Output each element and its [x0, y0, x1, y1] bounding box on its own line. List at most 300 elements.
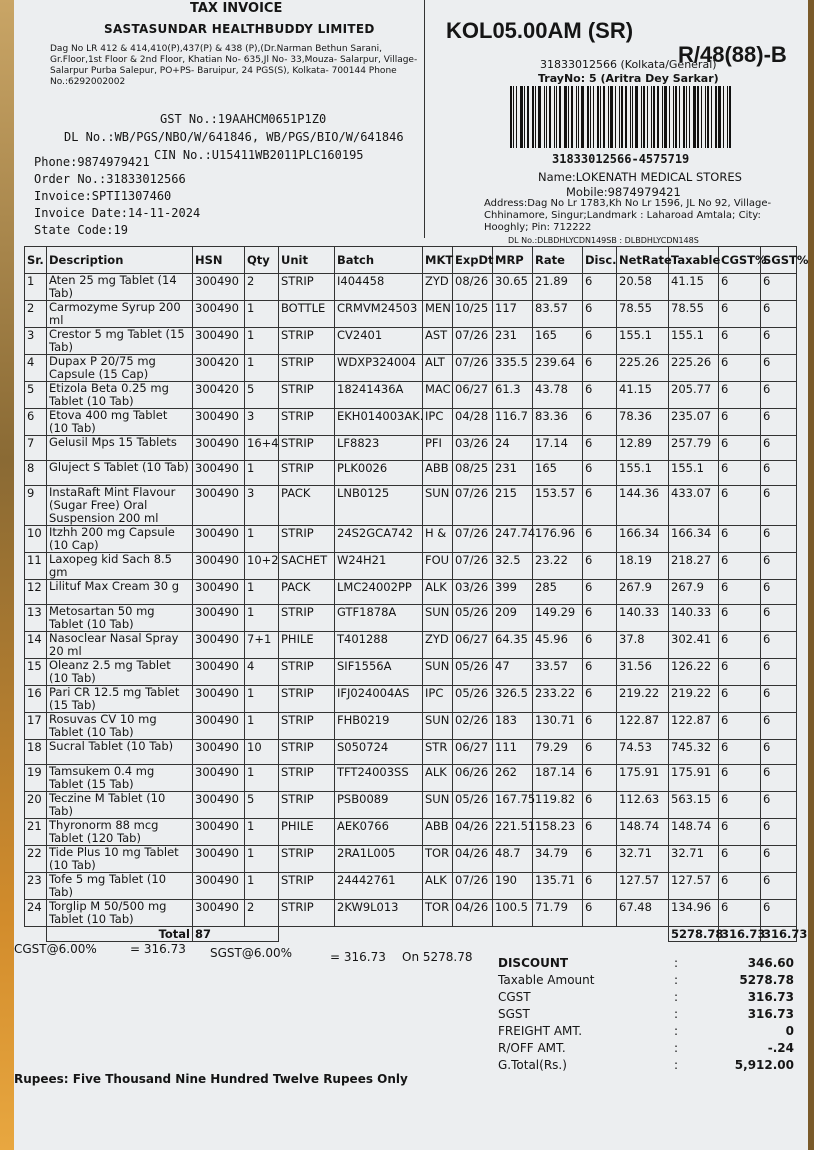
table-row: [25, 382, 797, 409]
cell-cgst: 6: [719, 436, 761, 461]
table-row: [25, 873, 797, 900]
cell-desc: Gluject S Tablet (10 Tab): [47, 461, 193, 486]
summary-label: DISCOUNT: [498, 955, 569, 970]
cell-sgst: 6: [761, 382, 797, 409]
cell-batch: 2KW9L013: [335, 900, 423, 927]
cell-mrp: 116.7: [493, 409, 533, 436]
barcode-bar: [675, 86, 677, 148]
cell-qty: 1: [245, 580, 279, 605]
cell-disc: 6: [583, 846, 617, 873]
table-row: [25, 580, 797, 605]
invoice-paper: [14, 0, 808, 1150]
summary-value: 316.73: [747, 989, 794, 1004]
cell-exp: 07/26: [453, 873, 493, 900]
cell-cgst: 6: [719, 713, 761, 740]
cell-net: 144.36: [617, 486, 669, 526]
summary-value: 5278.78: [739, 972, 794, 987]
cell-desc: Tamsukem 0.4 mg Tablet (15 Tab): [47, 765, 193, 792]
cell-sr: 19: [25, 765, 47, 792]
summary-row: [498, 954, 798, 971]
cell-qty: 1: [245, 765, 279, 792]
barcode-bar: [520, 86, 523, 148]
barcode-bar: [527, 86, 529, 148]
barcode-bar: [673, 86, 674, 148]
cell-taxable: 218.27: [669, 553, 719, 580]
cell-sgst: 6: [761, 301, 797, 328]
barcode-bar: [727, 86, 728, 148]
cell-qty: 5: [245, 792, 279, 819]
cell-mkt: ALK: [423, 580, 453, 605]
column-header: Sr.: [25, 247, 47, 274]
summary-row: [498, 971, 798, 988]
cell-exp: 06/27: [453, 740, 493, 765]
cell-rate: 285: [533, 580, 583, 605]
cell-mrp: 183: [493, 713, 533, 740]
cell-rate: 71.79: [533, 900, 583, 927]
customer-mobile: Mobile:9874979421: [566, 185, 681, 199]
cell-hsn: 300490: [193, 792, 245, 819]
cell-rate: 21.89: [533, 274, 583, 301]
table-row: [25, 328, 797, 355]
cell-mkt: SUN: [423, 605, 453, 632]
cell-exp: 05/26: [453, 605, 493, 632]
column-header: MKT: [423, 247, 453, 274]
cell-mkt: ZYD: [423, 632, 453, 659]
cell-unit: STRIP: [279, 461, 335, 486]
cell-mkt: AST: [423, 328, 453, 355]
cell-disc: 6: [583, 819, 617, 846]
cell-taxable: 225.26: [669, 355, 719, 382]
state-code: State Code:19: [34, 223, 128, 237]
cell-disc: 6: [583, 274, 617, 301]
column-header: ExpDt: [453, 247, 493, 274]
cell-disc: 6: [583, 765, 617, 792]
barcode-bar: [686, 86, 687, 148]
cell-unit: STRIP: [279, 605, 335, 632]
column-header: MRP: [493, 247, 533, 274]
cell-sgst: 6: [761, 274, 797, 301]
cell-unit: STRIP: [279, 873, 335, 900]
cell-qty: 1: [245, 328, 279, 355]
cell-sgst: 6: [761, 355, 797, 382]
cell-sgst: 6: [761, 409, 797, 436]
cell-sgst: 6: [761, 632, 797, 659]
cell-disc: 6: [583, 605, 617, 632]
total-cgst: 316.73: [719, 927, 761, 942]
cell-disc: 6: [583, 328, 617, 355]
cell-disc: 6: [583, 409, 617, 436]
cell-hsn: 300490: [193, 526, 245, 553]
barcode-bar: [653, 86, 655, 148]
cell-exp: 03/26: [453, 436, 493, 461]
cell-unit: STRIP: [279, 328, 335, 355]
cell-mkt: IPC: [423, 409, 453, 436]
cell-cgst: 6: [719, 553, 761, 580]
cell-batch: T401288: [335, 632, 423, 659]
summary-row: [498, 1022, 798, 1039]
barcode-bar: [669, 86, 670, 148]
cell-mkt: MEN: [423, 301, 453, 328]
invoice-number: Invoice:SPTI1307460: [34, 189, 172, 203]
cell-rate: 130.71: [533, 713, 583, 740]
barcode-bar: [664, 86, 667, 148]
cell-sgst: 6: [761, 328, 797, 355]
cell-sgst: 6: [761, 686, 797, 713]
cell-sgst: 6: [761, 900, 797, 927]
cell-batch: LF8823: [335, 436, 423, 461]
cell-exp: 05/26: [453, 686, 493, 713]
cell-cgst: 6: [719, 461, 761, 486]
cell-sr: 22: [25, 846, 47, 873]
cell-taxable: 205.77: [669, 382, 719, 409]
cell-disc: 6: [583, 632, 617, 659]
column-header: Unit: [279, 247, 335, 274]
cell-taxable: 126.22: [669, 659, 719, 686]
cell-qty: 7+1: [245, 632, 279, 659]
cell-exp: 10/25: [453, 301, 493, 328]
sgst-rate-value: = 316.73: [330, 950, 386, 964]
barcode-bar: [603, 86, 605, 148]
cell-batch: AEK0766: [335, 819, 423, 846]
cell-desc: Gelusil Mps 15 Tablets: [47, 436, 193, 461]
cell-sr: 13: [25, 605, 47, 632]
cell-net: 78.55: [617, 301, 669, 328]
cell-hsn: 300490: [193, 632, 245, 659]
cell-mkt: FOU: [423, 553, 453, 580]
summary-label: G.Total(Rs.): [498, 1057, 567, 1072]
cell-mrp: 262: [493, 765, 533, 792]
barcode-bar: [513, 86, 514, 148]
cell-desc: Sucral Tablet (10 Tab): [47, 740, 193, 765]
cell-batch: W24H21: [335, 553, 423, 580]
column-header: Qty: [245, 247, 279, 274]
cell-mrp: 231: [493, 461, 533, 486]
cell-desc: Itzhh 200 mg Capsule (10 Cap): [47, 526, 193, 553]
table-row: [25, 605, 797, 632]
barcode-bar: [619, 86, 620, 148]
cell-unit: STRIP: [279, 900, 335, 927]
order-barcode: [510, 86, 738, 148]
dl-number: DL No.:WB/PGS/NBO/W/641846, WB/PGS/BIO/W/641846: [64, 130, 404, 144]
cell-taxable: 32.71: [669, 846, 719, 873]
cell-mkt: TOR: [423, 900, 453, 927]
cell-exp: 07/26: [453, 526, 493, 553]
cell-cgst: 6: [719, 900, 761, 927]
summary-row: [498, 1056, 798, 1073]
cell-desc: Lilituf Max Cream 30 g: [47, 580, 193, 605]
cell-net: 155.1: [617, 461, 669, 486]
order-number: Order No.:31833012566: [34, 172, 186, 186]
cell-batch: SIF1556A: [335, 659, 423, 686]
cell-qty: 1: [245, 846, 279, 873]
cell-sgst: 6: [761, 873, 797, 900]
cell-unit: SACHET: [279, 553, 335, 580]
cell-net: 31.56: [617, 659, 669, 686]
cell-taxable: 257.79: [669, 436, 719, 461]
summary-label: R/OFF AMT.: [498, 1040, 566, 1055]
barcode-bar: [608, 86, 609, 148]
cell-rate: 149.29: [533, 605, 583, 632]
cell-hsn: 300490: [193, 553, 245, 580]
cell-cgst: 6: [719, 301, 761, 328]
cell-hsn: 300490: [193, 740, 245, 765]
barcode-bar: [621, 86, 623, 148]
amount-in-words: Rupees: Five Thousand Nine Hundred Twelve Rupees Only: [14, 1072, 408, 1086]
summary-label: SGST: [498, 1006, 530, 1021]
summary-value: 346.60: [747, 955, 794, 970]
cell-hsn: 300490: [193, 900, 245, 927]
cell-qty: 16+4: [245, 436, 279, 461]
cell-exp: 07/26: [453, 553, 493, 580]
cell-disc: 6: [583, 301, 617, 328]
barcode-bar: [705, 86, 706, 148]
cell-rate: 45.96: [533, 632, 583, 659]
cgst-rate-label: CGST@6.00%: [14, 942, 97, 956]
barcode-bar: [571, 86, 573, 148]
cell-sgst: 6: [761, 740, 797, 765]
barcode-bar: [707, 86, 709, 148]
table-row: [25, 486, 797, 526]
cell-desc: Nasoclear Nasal Spray 20 ml: [47, 632, 193, 659]
cell-unit: PACK: [279, 580, 335, 605]
cell-sr: 15: [25, 659, 47, 686]
cell-mrp: 399: [493, 580, 533, 605]
cell-cgst: 6: [719, 580, 761, 605]
cell-taxable: 127.57: [669, 873, 719, 900]
cell-hsn: 300490: [193, 686, 245, 713]
table-row: [25, 740, 797, 765]
cell-cgst: 6: [719, 873, 761, 900]
tray-number: TrayNo: 5 (Aritra Dey Sarkar): [538, 72, 719, 85]
cell-rate: 83.57: [533, 301, 583, 328]
summary-block: [498, 954, 798, 1073]
cell-batch: 24S2GCA742: [335, 526, 423, 553]
barcode-bar: [729, 86, 731, 148]
cell-qty: 3: [245, 409, 279, 436]
cell-unit: STRIP: [279, 765, 335, 792]
barcode-bar: [516, 86, 517, 148]
cell-taxable: 140.33: [669, 605, 719, 632]
cell-mkt: ABB: [423, 819, 453, 846]
table-row: [25, 765, 797, 792]
barcode-bar: [549, 86, 551, 148]
cell-batch: 2RA1L005: [335, 846, 423, 873]
cell-taxable: 235.07: [669, 409, 719, 436]
cell-qty: 1: [245, 461, 279, 486]
cell-net: 175.91: [617, 765, 669, 792]
cell-unit: PHILE: [279, 632, 335, 659]
barcode-bar: [535, 86, 536, 148]
cell-taxable: 175.91: [669, 765, 719, 792]
cell-desc: Carmozyme Syrup 200 ml: [47, 301, 193, 328]
cell-batch: WDXP324004: [335, 355, 423, 382]
cell-sgst: 6: [761, 436, 797, 461]
cell-rate: 153.57: [533, 486, 583, 526]
cell-desc: Pari CR 12.5 mg Tablet (15 Tab): [47, 686, 193, 713]
cell-unit: STRIP: [279, 382, 335, 409]
barcode-bar: [662, 86, 663, 148]
barcode-bar: [647, 86, 648, 148]
cell-cgst: 6: [719, 486, 761, 526]
cell-mkt: SUN: [423, 792, 453, 819]
table-row: [25, 355, 797, 382]
cell-batch: FHB0219: [335, 713, 423, 740]
cell-disc: 6: [583, 526, 617, 553]
barcode-bar: [593, 86, 594, 148]
summary-colon: :: [673, 1023, 679, 1038]
cell-mrp: 111: [493, 740, 533, 765]
cell-desc: Tofe 5 mg Tablet (10 Tab): [47, 873, 193, 900]
cell-mrp: 48.7: [493, 846, 533, 873]
cell-rate: 33.57: [533, 659, 583, 686]
summary-label: Taxable Amount: [498, 972, 595, 987]
summary-label: FREIGHT AMT.: [498, 1023, 583, 1038]
cell-net: 78.36: [617, 409, 669, 436]
cell-sr: 6: [25, 409, 47, 436]
cell-qty: 1: [245, 301, 279, 328]
cell-net: 155.1: [617, 328, 669, 355]
barcode-bar: [532, 86, 534, 148]
cell-sgst: 6: [761, 580, 797, 605]
cell-mkt: IPC: [423, 686, 453, 713]
barcode-bar: [651, 86, 652, 148]
cell-sgst: 6: [761, 526, 797, 553]
cell-disc: 6: [583, 740, 617, 765]
total-taxable: 5278.78: [669, 927, 719, 942]
route-code: KOL05.00AM (SR): [446, 18, 634, 43]
barcode-bar: [576, 86, 577, 148]
cell-mkt: MAC: [423, 382, 453, 409]
cell-mkt: ALK: [423, 873, 453, 900]
cell-unit: STRIP: [279, 355, 335, 382]
cell-exp: 04/26: [453, 900, 493, 927]
table-row: [25, 686, 797, 713]
cell-hsn: 300490: [193, 301, 245, 328]
cell-net: 140.33: [617, 605, 669, 632]
barcode-bar: [600, 86, 601, 148]
cell-desc: Laxopeg kid Sach 8.5 gm: [47, 553, 193, 580]
barcode-bar: [538, 86, 541, 148]
cell-net: 166.34: [617, 526, 669, 553]
cell-cgst: 6: [719, 605, 761, 632]
cell-taxable: 155.1: [669, 461, 719, 486]
header-divider: [424, 0, 425, 238]
cell-sr: 23: [25, 873, 47, 900]
cell-sr: 17: [25, 713, 47, 740]
cell-net: 18.19: [617, 553, 669, 580]
doc-title: TAX INVOICE: [190, 1, 283, 16]
cell-hsn: 300490: [193, 436, 245, 461]
cell-sr: 3: [25, 328, 47, 355]
cell-cgst: 6: [719, 526, 761, 553]
cell-desc: Etova 400 mg Tablet (10 Tab): [47, 409, 193, 436]
column-header: Batch: [335, 247, 423, 274]
cell-net: 219.22: [617, 686, 669, 713]
cell-taxable: 219.22: [669, 686, 719, 713]
cell-mkt: SUN: [423, 486, 453, 526]
customer-name: Name:LOKENATH MEDICAL STORES: [538, 170, 742, 184]
cell-hsn: 300490: [193, 580, 245, 605]
cell-desc: Crestor 5 mg Tablet (15 Tab): [47, 328, 193, 355]
barcode-bar: [564, 86, 567, 148]
cell-rate: 34.79: [533, 846, 583, 873]
cell-disc: 6: [583, 686, 617, 713]
cell-cgst: 6: [719, 686, 761, 713]
cell-batch: PLK0026: [335, 461, 423, 486]
cell-qty: 1: [245, 605, 279, 632]
cin-number: CIN No.:U15411WB2011PLC160195: [154, 148, 364, 162]
cell-rate: 83.36: [533, 409, 583, 436]
barcode-bar: [697, 86, 699, 148]
items-table: [24, 246, 809, 942]
cell-cgst: 6: [719, 792, 761, 819]
cell-taxable: 41.15: [669, 274, 719, 301]
cell-desc: InstaRaft Mint Flavour (Sugar Free) Oral Suspension 200 ml: [47, 486, 193, 526]
cell-desc: Metosartan 50 mg Tablet (10 Tab): [47, 605, 193, 632]
summary-label: CGST: [498, 989, 531, 1004]
table-row: [25, 846, 797, 873]
rack-code: R/48(88)-B: [678, 42, 787, 67]
cell-rate: 17.14: [533, 436, 583, 461]
table-header-row: [25, 247, 797, 274]
cell-rate: 135.71: [533, 873, 583, 900]
cell-mrp: 61.3: [493, 382, 533, 409]
customer-dl: DL No.:DLBDHLYCDN149SB : DLBDHLYCDN148S: [508, 236, 699, 245]
cell-sgst: 6: [761, 461, 797, 486]
total-qty: 87: [193, 927, 279, 942]
table-row: [25, 659, 797, 686]
cell-unit: STRIP: [279, 526, 335, 553]
cell-hsn: 300490: [193, 873, 245, 900]
cell-disc: 6: [583, 382, 617, 409]
summary-colon: :: [673, 1057, 679, 1072]
cell-qty: 1: [245, 355, 279, 382]
cell-sr: 1: [25, 274, 47, 301]
cell-mrp: 190: [493, 873, 533, 900]
cell-taxable: 563.15: [669, 792, 719, 819]
cell-qty: 2: [245, 274, 279, 301]
gst-number: GST No.:19AAHCM0651P1Z0: [160, 112, 327, 126]
cell-exp: 06/27: [453, 382, 493, 409]
order-reference: 31833012566 (Kolkata/General): [540, 58, 717, 71]
table-row: [25, 900, 797, 927]
cell-mkt: ABB: [423, 461, 453, 486]
cell-mkt: SUN: [423, 659, 453, 686]
cell-mrp: 47: [493, 659, 533, 686]
cell-unit: STRIP: [279, 740, 335, 765]
cell-hsn: 300490: [193, 846, 245, 873]
cell-unit: STRIP: [279, 686, 335, 713]
cell-net: 112.63: [617, 792, 669, 819]
cell-rate: 158.23: [533, 819, 583, 846]
cell-taxable: 78.55: [669, 301, 719, 328]
barcode-bar: [643, 86, 645, 148]
totals-row: [25, 927, 797, 942]
cell-mkt: ALT: [423, 355, 453, 382]
cell-taxable: 267.9: [669, 580, 719, 605]
table-row: [25, 461, 797, 486]
cell-qty: 1: [245, 713, 279, 740]
cell-mrp: 100.5: [493, 900, 533, 927]
cell-sr: 24: [25, 900, 47, 927]
table-row: [25, 553, 797, 580]
barcode-bar: [701, 86, 702, 148]
cell-net: 122.87: [617, 713, 669, 740]
barcode-bar: [524, 86, 525, 148]
cell-exp: 02/26: [453, 713, 493, 740]
cell-mkt: PFI: [423, 436, 453, 461]
cell-qty: 1: [245, 526, 279, 553]
